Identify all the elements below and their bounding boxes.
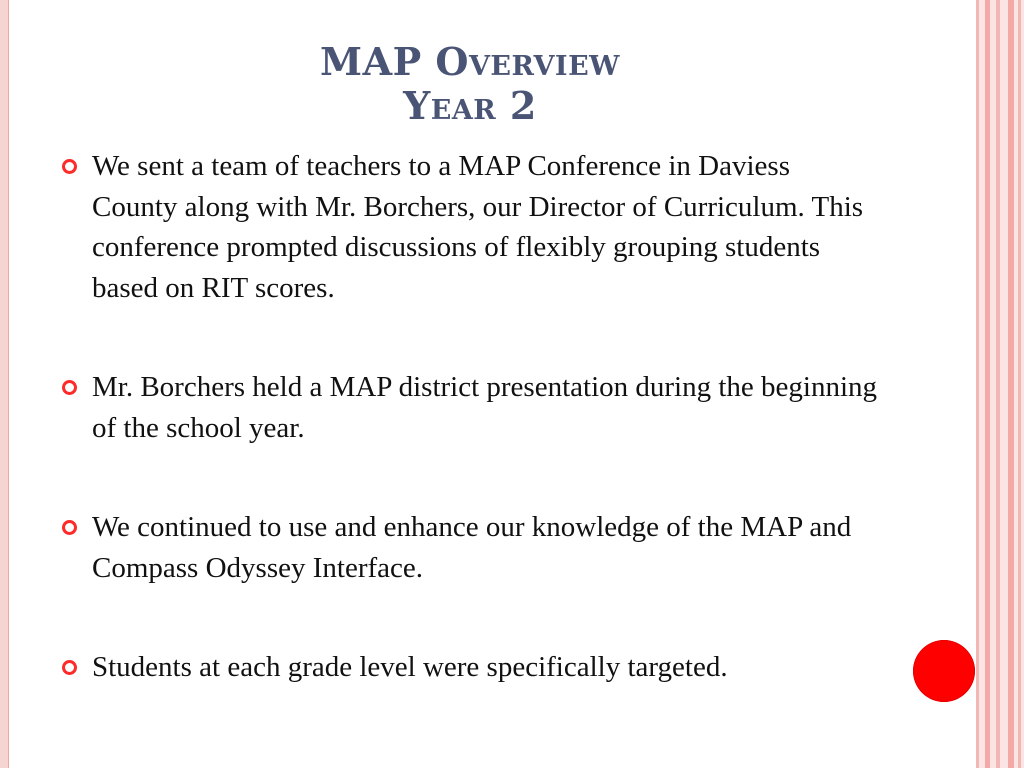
bullet-item [62, 507, 882, 588]
bullet-text: Students at each grade level were specifically targeted. [92, 651, 728, 683]
bullet-ring-icon [62, 159, 77, 174]
bullet-text: We continued to use and enhance our knowledge of the MAP and Compass Odyssey Interface. [92, 511, 852, 584]
red-circle-decoration [913, 640, 975, 702]
bullet-ring-icon [62, 380, 77, 395]
bullet-ring-icon [62, 520, 77, 535]
stripe [976, 0, 979, 768]
slide-title [0, 40, 940, 128]
stripe [996, 0, 1000, 768]
bullet-ring-icon [62, 660, 77, 675]
bullet-text: Mr. Borchers held a MAP district presentation during the beginning of the school year. [92, 371, 878, 444]
title-line-1: MAP Overview [320, 39, 620, 84]
bullet-item [62, 647, 882, 688]
bullet-item [62, 146, 882, 308]
bullet-list [62, 146, 882, 688]
title-line-2: Year 2 [403, 83, 537, 128]
bullet-text: We sent a team of teachers to a MAP Conference in Daviess County along with Mr. Borchers, our Director of Curriculum. This conference prompted discussions of flexibly grouping students based on RIT scores. [92, 150, 864, 304]
bullet-item [62, 367, 882, 448]
stripe [1018, 0, 1021, 768]
stripe [1008, 0, 1014, 768]
right-stripes-decoration [976, 0, 1024, 768]
stripe [985, 0, 990, 768]
